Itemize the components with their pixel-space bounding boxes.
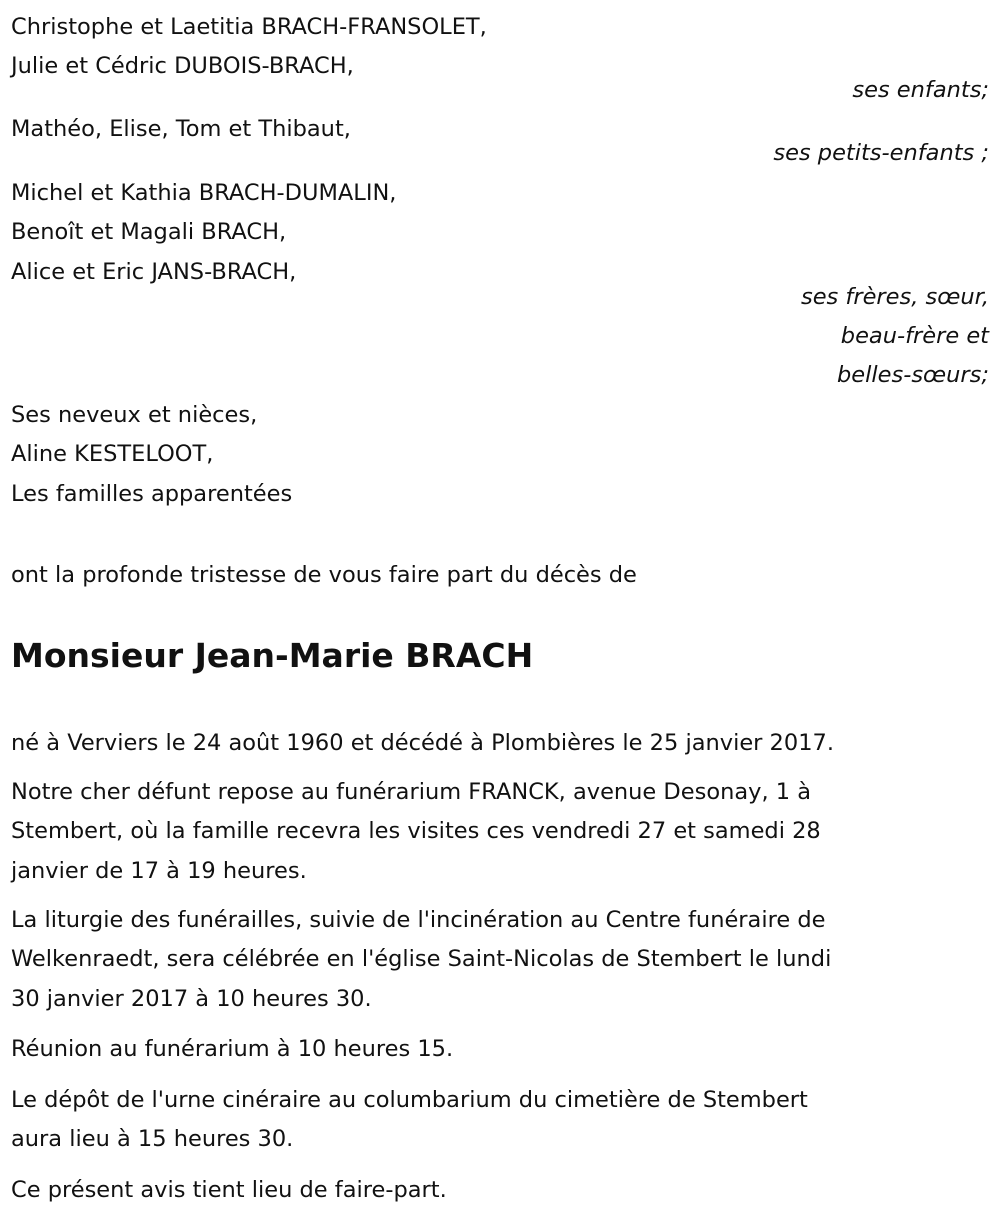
paragraph-line: Stembert, où la famille recevra les visites ces vendredi 27 et samedi 28 <box>11 818 821 844</box>
relation-label: belles-sœurs; <box>837 362 989 388</box>
paragraph-line: Notre cher défunt repose au funérarium FRANCK, avenue Desonay, 1 à <box>11 779 812 805</box>
paragraph-line: La liturgie des funérailles, suivie de l'incinération au Centre funéraire de <box>11 907 826 933</box>
deceased-name: Monsieur Jean-Marie BRACH <box>11 636 534 675</box>
paragraph-line: 30 janvier 2017 à 10 heures 30. <box>11 986 372 1012</box>
announcement: ont la profonde tristesse de vous faire part du décès de <box>11 562 637 588</box>
relation-label: ses petits-enfants ; <box>773 140 989 166</box>
paragraph-line: Le dépôt de l'urne cinéraire au columbarium du cimetière de Stembert <box>11 1087 808 1113</box>
family-line: Benoît et Magali BRACH, <box>11 219 287 245</box>
paragraph-line: Réunion au funérarium à 10 heures 15. <box>11 1036 454 1062</box>
family-line: Christophe et Laetitia BRACH-FRANSOLET, <box>11 14 487 40</box>
relation-label: ses enfants; <box>852 77 989 103</box>
relation-label: ses frères, sœur, <box>800 284 989 310</box>
paragraph-line: janvier de 17 à 19 heures. <box>11 858 307 884</box>
family-line: Julie et Cédric DUBOIS-BRACH, <box>11 53 354 79</box>
relation-label: beau-frère et <box>840 323 989 349</box>
family-line: Les familles apparentées <box>11 481 293 507</box>
family-line: Alice et Eric JANS-BRACH, <box>11 259 297 285</box>
paragraph-line: né à Verviers le 24 août 1960 et décédé à Plombières le 25 janvier 2017. <box>11 730 834 756</box>
family-line: Michel et Kathia BRACH-DUMALIN, <box>11 180 397 206</box>
paragraph-line: Welkenraedt, sera célébrée en l'église Saint-Nicolas de Stembert le lundi <box>11 946 832 972</box>
family-line: Mathéo, Elise, Tom et Thibaut, <box>11 116 351 142</box>
family-line: Aline KESTELOOT, <box>11 441 214 467</box>
family-line: Ses neveux et nièces, <box>11 402 258 428</box>
paragraph-line: aura lieu à 15 heures 30. <box>11 1126 294 1152</box>
paragraph-line: Ce présent avis tient lieu de faire-part. <box>11 1177 447 1203</box>
